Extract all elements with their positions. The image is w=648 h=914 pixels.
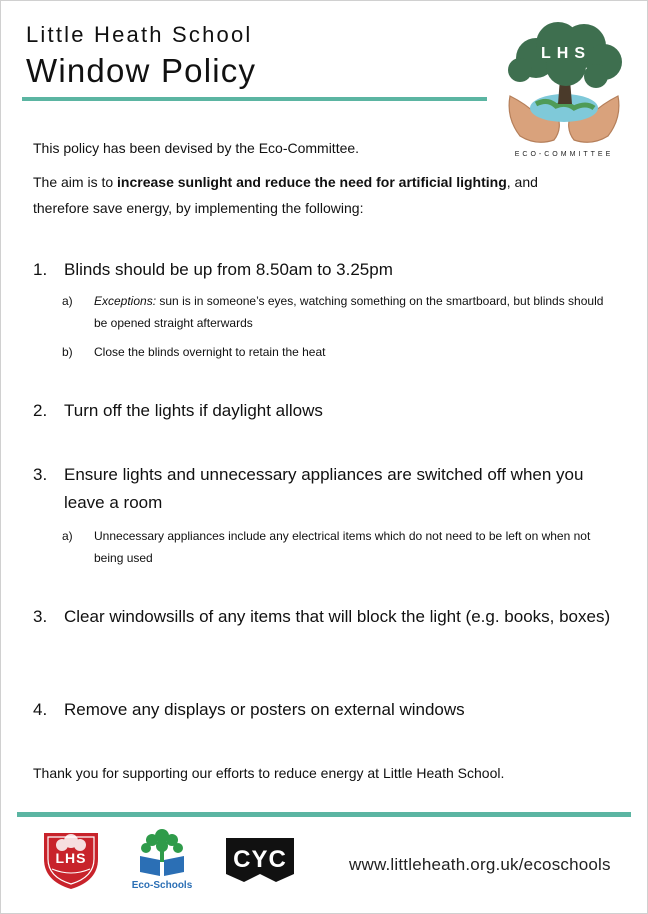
item-text: Ensure lights and unnecessary appliances are switched off when you leave a room xyxy=(64,465,584,512)
eco-schools-label: Eco-Schools xyxy=(131,880,193,891)
logo-monogram: LHS xyxy=(541,45,591,62)
footer-rule xyxy=(17,812,631,817)
subitem-letter: a) xyxy=(62,529,73,543)
item-text: Turn off the lights if daylight allows xyxy=(64,401,323,420)
closing-note: Thank you for supporting our efforts to reduce energy at Little Heath School. xyxy=(33,765,505,781)
subitem-letter: b) xyxy=(62,345,73,359)
website-link[interactable]: www.littleheath.org.uk/ecoschools xyxy=(349,855,611,874)
eco-committee-logo xyxy=(496,18,632,163)
item-text: Blinds should be up from 8.50am to 3.25pm xyxy=(64,260,393,279)
subitem-italic: Exceptions: xyxy=(94,294,157,308)
subitem-text: Close the blinds overnight to retain the heat xyxy=(94,345,326,359)
cyc-logo xyxy=(224,836,296,884)
subitem-text xyxy=(94,290,614,334)
lhs-badge-text: LHS xyxy=(55,850,87,866)
subitem-text: Unnecessary appliances include any electrical items which do not need to be left on when not being used xyxy=(94,529,591,565)
item-number: 3. xyxy=(33,465,48,484)
item-text: Clear windowsills of any items that will block the light (e.g. books, boxes) xyxy=(64,607,611,626)
logo-caption: ECO-COMMITTEE xyxy=(514,151,614,158)
cyc-logo-text: CYC xyxy=(233,846,287,873)
subitem-body: sun is in someone’s eyes, watching something on the smartboard, but blinds should be opened straight afterwards xyxy=(94,294,604,330)
intro-aim-suffix: , and therefore save energy, by implementing the following: xyxy=(33,174,538,216)
intro-aim xyxy=(33,169,593,221)
intro-aim-bold: increase sunlight and reduce the need for artificial lighting xyxy=(117,174,507,190)
school-name: Little Heath School xyxy=(26,22,253,47)
subitem-letter: a) xyxy=(62,294,73,308)
item-number: 3. xyxy=(33,607,48,626)
intro-aim-prefix: The aim is to xyxy=(33,174,118,190)
intro-line: This policy has been devised by the Eco-Committee. xyxy=(33,140,360,156)
lhs-badge-logo xyxy=(38,825,104,891)
item-number: 2. xyxy=(33,401,48,420)
title-underline xyxy=(22,97,487,101)
item-text: Remove any displays or posters on external windows xyxy=(64,700,465,719)
page-title: Window Policy xyxy=(26,52,257,89)
item-number: 1. xyxy=(33,260,48,279)
eco-schools-logo xyxy=(130,826,194,880)
item-number: 4. xyxy=(33,700,48,719)
